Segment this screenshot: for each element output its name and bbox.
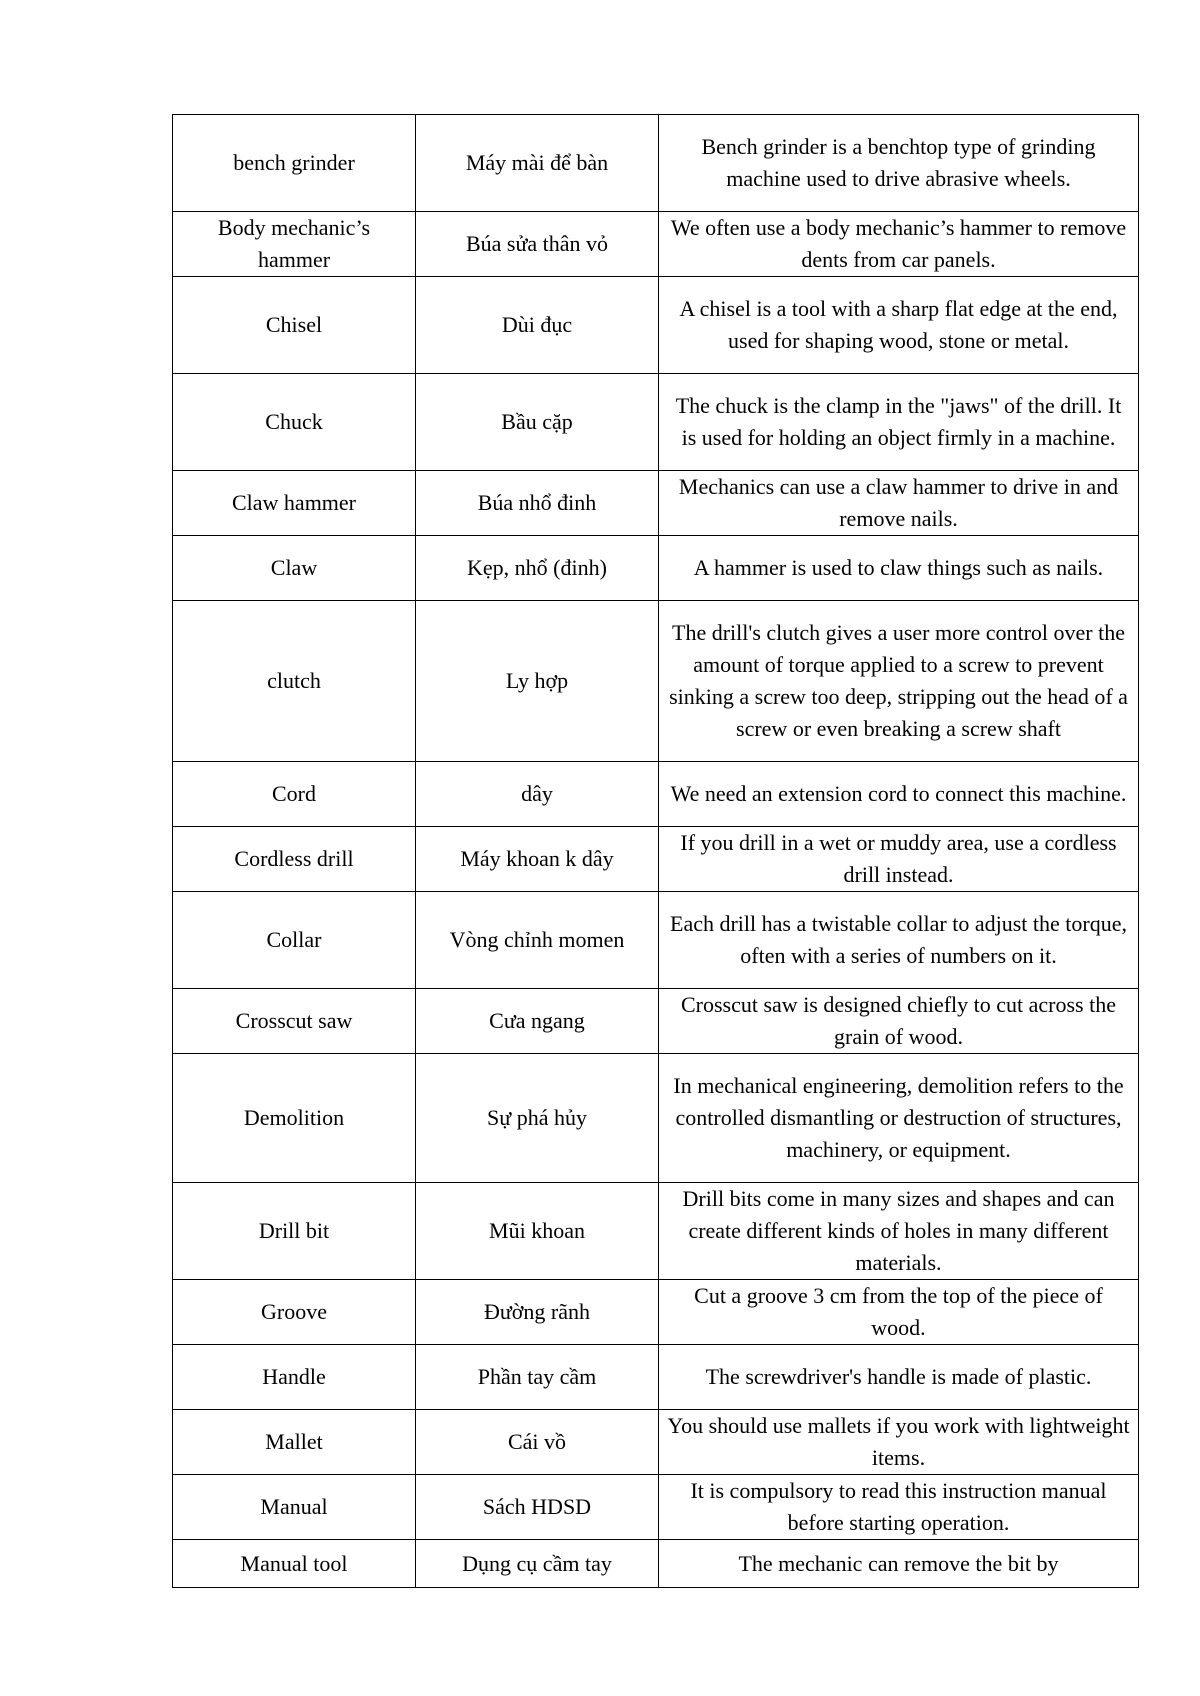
table-row [173, 762, 1139, 827]
vietnamese-cell: dây [416, 762, 659, 827]
table-row [173, 115, 1139, 212]
table-row [173, 1345, 1139, 1410]
example-cell: We often use a body mechanic’s hammer to remove dents from car panels. [659, 212, 1139, 277]
term-cell: Claw hammer [173, 471, 416, 536]
example-cell: Crosscut saw is designed chiefly to cut across the grain of wood. [659, 989, 1139, 1054]
example-cell: Drill bits come in many sizes and shapes and can create different kinds of holes in many different materials. [659, 1183, 1139, 1280]
table-row [173, 1475, 1139, 1540]
example-cell: The screwdriver's handle is made of plastic. [659, 1345, 1139, 1410]
vietnamese-cell: Sách HDSD [416, 1475, 659, 1540]
vietnamese-cell: Cái vồ [416, 1410, 659, 1475]
example-cell: In mechanical engineering, demolition refers to the controlled dismantling or destruction of structures, machinery, or equipment. [659, 1054, 1139, 1183]
term-cell: bench grinder [173, 115, 416, 212]
table-row [173, 212, 1139, 277]
example-cell: The mechanic can remove the bit by [659, 1540, 1139, 1588]
table-row [173, 1540, 1139, 1588]
table-row [173, 277, 1139, 374]
term-cell: Mallet [173, 1410, 416, 1475]
term-cell: Body mechanic’s hammer [173, 212, 416, 277]
term-cell: Handle [173, 1345, 416, 1410]
table-row [173, 989, 1139, 1054]
table-row [173, 892, 1139, 989]
vietnamese-cell: Sự phá hủy [416, 1054, 659, 1183]
example-cell: Bench grinder is a benchtop type of grinding machine used to drive abrasive wheels. [659, 115, 1139, 212]
example-cell: We need an extension cord to connect this machine. [659, 762, 1139, 827]
vietnamese-cell: Dùi đục [416, 277, 659, 374]
vietnamese-cell: Cưa ngang [416, 989, 659, 1054]
vietnamese-cell: Bầu cặp [416, 374, 659, 471]
table-row [173, 471, 1139, 536]
term-cell: Demolition [173, 1054, 416, 1183]
table-row [173, 374, 1139, 471]
vietnamese-cell: Ly hợp [416, 601, 659, 762]
vietnamese-cell: Dụng cụ cầm tay [416, 1540, 659, 1588]
example-cell: The chuck is the clamp in the "jaws" of the drill. It is used for holding an object firmly in a machine. [659, 374, 1139, 471]
example-cell: If you drill in a wet or muddy area, use a cordless drill instead. [659, 827, 1139, 892]
term-cell: Chisel [173, 277, 416, 374]
term-cell: Claw [173, 536, 416, 601]
example-cell: A hammer is used to claw things such as nails. [659, 536, 1139, 601]
example-cell: Each drill has a twistable collar to adjust the torque, often with a series of numbers on it. [659, 892, 1139, 989]
table-row [173, 1054, 1139, 1183]
term-cell: Drill bit [173, 1183, 416, 1280]
term-cell: Chuck [173, 374, 416, 471]
example-cell: Cut a groove 3 cm from the top of the piece of wood. [659, 1280, 1139, 1345]
table-row [173, 601, 1139, 762]
vietnamese-cell: Búa sửa thân vỏ [416, 212, 659, 277]
term-cell: Collar [173, 892, 416, 989]
example-cell: You should use mallets if you work with lightweight items. [659, 1410, 1139, 1475]
table-row [173, 536, 1139, 601]
example-cell: It is compulsory to read this instruction manual before starting operation. [659, 1475, 1139, 1540]
vietnamese-cell: Máy khoan k dây [416, 827, 659, 892]
vietnamese-cell: Vòng chỉnh momen [416, 892, 659, 989]
term-cell: Cordless drill [173, 827, 416, 892]
vocabulary-table [172, 114, 1139, 1588]
table-row [173, 1183, 1139, 1280]
term-cell: Groove [173, 1280, 416, 1345]
term-cell: Cord [173, 762, 416, 827]
example-cell: Mechanics can use a claw hammer to drive in and remove nails. [659, 471, 1139, 536]
table-row [173, 827, 1139, 892]
vietnamese-cell: Kẹp, nhổ (đinh) [416, 536, 659, 601]
term-cell: Crosscut saw [173, 989, 416, 1054]
table-row [173, 1410, 1139, 1475]
term-cell: Manual [173, 1475, 416, 1540]
vietnamese-cell: Mũi khoan [416, 1183, 659, 1280]
vietnamese-cell: Phần tay cầm [416, 1345, 659, 1410]
term-cell: clutch [173, 601, 416, 762]
vietnamese-cell: Đường rãnh [416, 1280, 659, 1345]
example-cell: A chisel is a tool with a sharp flat edge at the end, used for shaping wood, stone or metal. [659, 277, 1139, 374]
vietnamese-cell: Búa nhổ đinh [416, 471, 659, 536]
term-cell: Manual tool [173, 1540, 416, 1588]
example-cell: The drill's clutch gives a user more control over the amount of torque applied to a screw to prevent sinking a screw too deep, stripping out the head of a screw or even breaking a screw shaft [659, 601, 1139, 762]
vietnamese-cell: Máy mài để bàn [416, 115, 659, 212]
vocabulary-table-body [173, 115, 1139, 1588]
table-row [173, 1280, 1139, 1345]
